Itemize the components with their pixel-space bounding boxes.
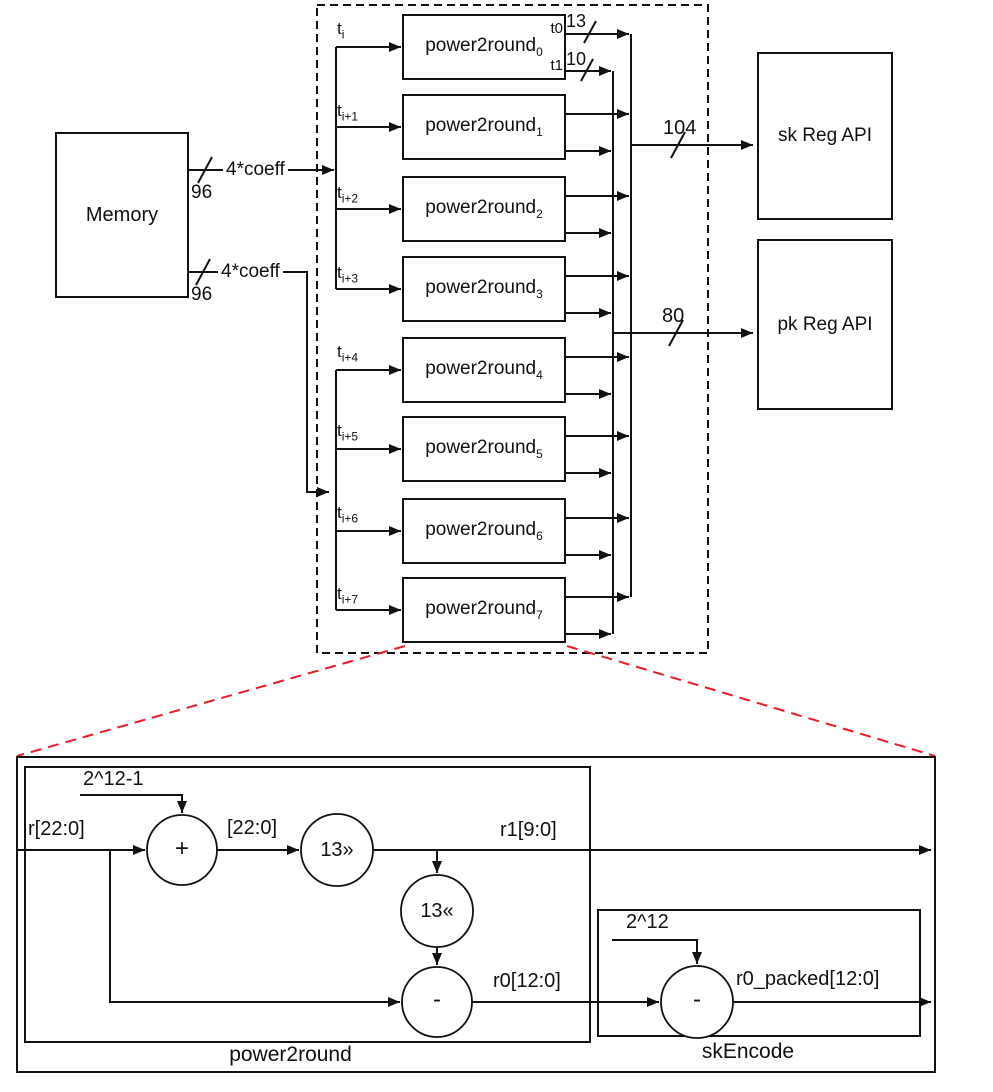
skencode-const-label: 2^12 [626,911,669,933]
skencode-const-wire [612,940,697,964]
sk-reg-api-label: sk Reg API [778,125,872,146]
input-label-t4: $t_{i+4}$ [337,342,359,365]
adder-const-wire [80,795,182,813]
subtractor-symbol: - [433,986,441,1013]
adder-const-label: 2^12-1 [83,768,144,790]
power2round-7-label: power2round$_7$ [425,598,543,622]
skencode-subtractor-symbol: - [693,986,701,1013]
memory-bus-wires [188,157,334,492]
power2round-boxes [403,15,565,642]
shift-right-symbol: 13» [320,839,354,861]
detail-boxes [17,757,935,1072]
r0-output-label: r0[12:0] [493,970,561,992]
pk-bus-width-label: 80 [662,305,685,327]
power2round-module-label: power2round [229,1043,352,1066]
detail-outer-box [17,757,935,1072]
r-input-label: r[22:0] [28,818,85,840]
coeff-bus-2-label: 4*coeff [218,261,283,282]
coeff-bus-1-label: 4*coeff [223,159,288,180]
input-label-t1: $t_{i+1}$ [337,101,359,124]
r1-output-label: r1[9:0] [500,819,557,841]
t0-width-label: 13 [566,11,587,31]
power2round-2-label: power2round$_2$ [425,197,543,221]
coeff-bus-1-width: 96 [191,182,213,203]
power2round-0-label: power2round$_0$ [425,35,543,59]
input-label-t0: $t_i$ [337,19,345,42]
shift-left-symbol: 13« [420,900,454,922]
power2round-6-label: power2round$_6$ [425,519,543,543]
coeff-bus-2-width: 96 [191,284,213,305]
r0-packed-label: r0_packed[12:0] [736,968,880,990]
adder-out-label: [22:0] [227,817,278,839]
power2round-3-label: power2round$_3$ [425,277,543,301]
memory-label: Memory [85,203,159,226]
t1-port-label: t1 [550,57,563,74]
input-label-t2: $t_{i+2}$ [337,183,359,206]
power2round-4-label: power2round$_4$ [425,358,543,382]
power2round-5-label: power2round$_5$ [425,437,543,461]
input-label-t3: $t_{i+3}$ [337,263,359,286]
sk-bus-width-label: 104 [663,117,697,139]
input-label-t6: $t_{i+6}$ [337,503,359,526]
pk-reg-api-label: pk Reg API [777,313,873,335]
t0-port-label: t0 [550,20,563,37]
t1-width-label: 10 [566,49,587,69]
input-label-t5: $t_{i+5}$ [337,421,359,444]
skencode-module-label: skEncode [701,1040,795,1063]
input-label-t7: $t_{i+7}$ [337,584,359,607]
block-output-wires [565,21,631,634]
adder-symbol: + [174,835,190,862]
detail-zoom-guide-lines [17,646,935,756]
power2round-1-label: power2round$_1$ [425,115,543,139]
